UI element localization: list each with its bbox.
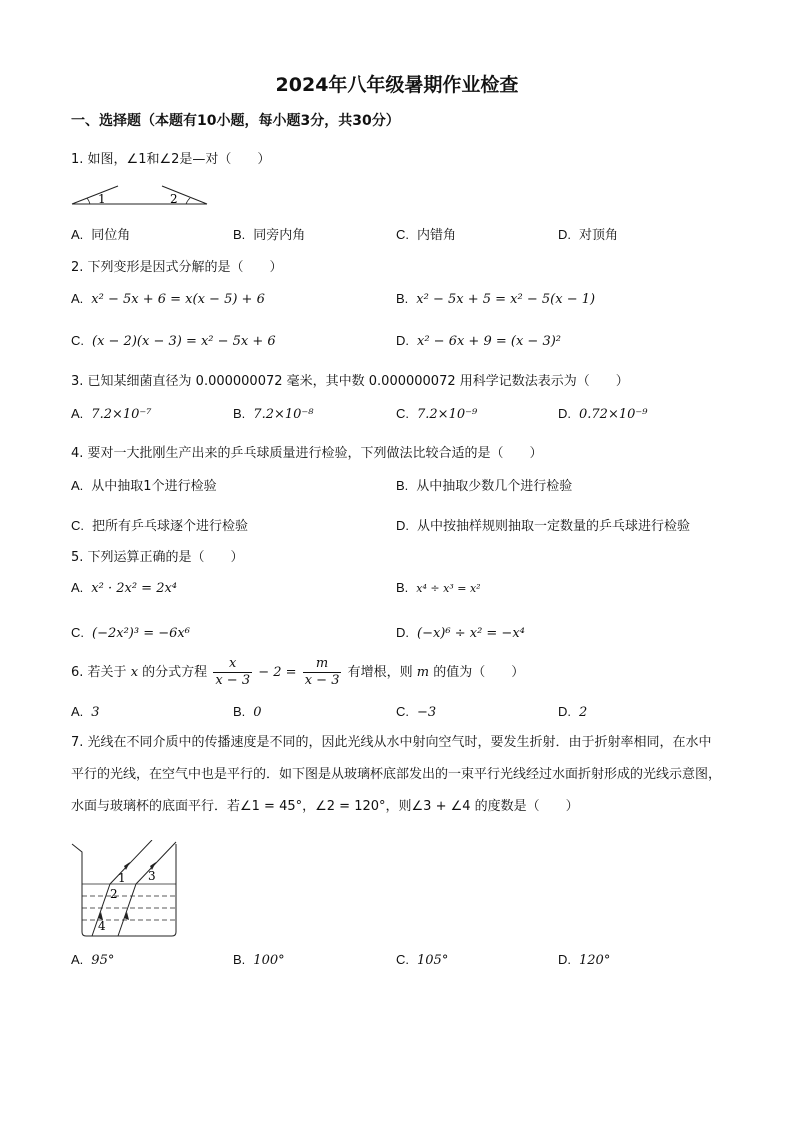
option-text: 120° [579, 953, 611, 968]
option-label: D. [558, 704, 571, 719]
question-2-option-b[interactable] [396, 291, 595, 307]
stem-part: 的值为（ ） [433, 665, 525, 680]
option-label: D. [396, 625, 409, 640]
question-4-option-c[interactable] [71, 515, 248, 534]
option-text: 内错角 [417, 228, 457, 243]
question-1-figure [70, 184, 210, 208]
fraction-numerator: m [303, 656, 342, 673]
question-1-option-a[interactable] [71, 224, 130, 243]
angle-2-label: 2 [170, 192, 178, 206]
option-text: 把所有乒乓球逐个进行检验 [92, 519, 249, 534]
question-6-option-b[interactable] [233, 704, 262, 720]
option-label: C. [396, 227, 409, 242]
question-7-option-a[interactable] [71, 952, 114, 968]
variable-x: x [130, 665, 139, 680]
question-4-option-a[interactable] [71, 475, 217, 494]
option-text: 对顶角 [579, 228, 619, 243]
option-text: (−x)⁶ ÷ x² = −x⁴ [417, 626, 525, 641]
option-text: 同旁内角 [253, 228, 306, 243]
option-text: 95° [91, 953, 115, 968]
fraction-denominator: x − 3 [215, 673, 251, 688]
option-label: B. [396, 291, 409, 306]
option-label: B. [233, 227, 246, 242]
option-text: 7.2×10⁻⁸ [253, 407, 314, 422]
question-7-option-c[interactable] [396, 952, 448, 968]
question-1-option-b[interactable] [233, 224, 305, 243]
question-1-stem: 1. 如图，∠1和∠2是—对（ ） [71, 152, 271, 167]
question-1-option-c[interactable] [396, 224, 456, 243]
option-label: A. [71, 580, 84, 595]
option-text: 从中抽取少数几个进行检验 [416, 479, 573, 494]
section-heading: 一、选择题（本题有10小题，每小题3分，共30分） [71, 113, 400, 129]
option-text: (−2x²)³ = −6x⁶ [92, 626, 190, 641]
question-2-stem: 2. 下列变形是因式分解的是（ ） [71, 260, 283, 275]
question-6-option-a[interactable] [71, 704, 100, 720]
question-3-option-c[interactable] [396, 406, 477, 422]
question-3-stem: 3. 已知某细菌直径为 0.000000072 毫米，其中数 0.000000072 用科学记数法表示为（ ） [71, 374, 629, 389]
option-text: 从中抽取1个进行检验 [91, 479, 217, 494]
angle-4-label: 4 [98, 919, 106, 933]
fraction-numerator: x [213, 656, 252, 673]
question-5-stem: 5. 下列运算正确的是（ ） [71, 550, 244, 565]
variable-m: m [416, 665, 430, 680]
fraction-denominator: x − 3 [304, 673, 340, 688]
angle-2-label: 2 [110, 887, 118, 901]
question-2-option-c[interactable] [71, 333, 276, 349]
option-label: D. [396, 333, 409, 348]
question-4-option-b[interactable] [396, 475, 572, 494]
question-1-option-d[interactable] [558, 224, 618, 243]
question-5-option-d[interactable] [396, 625, 525, 641]
option-text: 0 [253, 705, 262, 720]
option-text: x⁴ ÷ x³ = x² [416, 582, 481, 595]
option-label: B. [233, 704, 246, 719]
question-3-option-b[interactable] [233, 406, 313, 422]
option-label: D. [558, 227, 571, 242]
question-6-option-d[interactable] [558, 704, 587, 720]
option-label: B. [233, 952, 246, 967]
option-text: x² − 6x + 9 = (x − 3)² [417, 334, 562, 349]
option-text: 2 [579, 705, 588, 720]
question-2-option-a[interactable] [71, 291, 265, 307]
option-label: C. [396, 704, 409, 719]
angle-1-label: 1 [98, 192, 106, 206]
angle-3-label: 3 [148, 869, 156, 883]
question-4-option-d[interactable] [396, 515, 690, 534]
angle-1-label: 1 [118, 871, 126, 885]
stem-part: 有增根，则 [347, 665, 413, 680]
option-label: A. [71, 291, 84, 306]
question-6-option-c[interactable] [396, 704, 436, 720]
option-label: C. [71, 518, 84, 533]
option-text: (x − 2)(x − 3) = x² − 5x + 6 [92, 334, 276, 349]
option-text: −3 [417, 705, 437, 720]
option-label: C. [71, 625, 84, 640]
option-label: D. [396, 518, 409, 533]
option-label: A. [71, 704, 84, 719]
stem-part: 的分式方程 [142, 665, 208, 680]
option-text: 100° [253, 953, 285, 968]
question-7-option-b[interactable] [233, 952, 285, 968]
option-label: A. [71, 406, 84, 421]
question-5-option-c[interactable] [71, 625, 190, 641]
option-label: C. [396, 952, 409, 967]
option-label: B. [396, 478, 409, 493]
question-3-option-d[interactable] [558, 406, 647, 422]
option-text: x² − 5x + 6 = x(x − 5) + 6 [91, 292, 265, 307]
question-7-option-d[interactable] [558, 952, 610, 968]
option-label: A. [71, 478, 84, 493]
option-label: B. [233, 406, 246, 421]
question-5-option-a[interactable] [71, 580, 177, 596]
page-title: 2024年八年级暑期作业检查 [275, 74, 519, 96]
fraction-left [213, 656, 252, 689]
option-text: x² · 2x² = 2x⁴ [91, 581, 178, 596]
stem-part: 6. 若关于 [71, 665, 127, 680]
option-label: D. [558, 406, 571, 421]
question-7-figure [68, 840, 188, 940]
option-label: B. [396, 580, 409, 595]
question-5-option-b[interactable] [396, 580, 481, 596]
question-2-option-d[interactable] [396, 333, 561, 349]
option-label: C. [71, 333, 84, 348]
equation-middle: − 2 = [258, 665, 297, 680]
option-text: 105° [417, 953, 449, 968]
question-4-stem: 4. 要对一大批刚生产出来的乒乓球质量进行检验，下列做法比较合适的是（ ） [71, 446, 543, 461]
question-7-stem: 7. 光线在不同介质中的传播速度是不同的，因此光线从水中射向空气时，要发生折射．由于折射率相同，在水中平行的光线，在空气中也是平行的．如下图是从玻璃杯底部发出的一束平行光线经过水面折射形成的光线示意图，水面与玻璃杯的底面平行．若∠1 = 45°，∠2 = 120°，则∠3 + ∠4 的度数是（ ） [71, 735, 722, 814]
fraction-right [303, 656, 342, 689]
option-label: A. [71, 952, 84, 967]
option-text: 同位角 [91, 228, 131, 243]
option-label: D. [558, 952, 571, 967]
option-label: A. [71, 227, 84, 242]
option-text: 3 [91, 705, 100, 720]
question-6-stem [71, 656, 524, 689]
option-text: 0.72×10⁻⁹ [579, 407, 648, 422]
option-text: 7.2×10⁻⁹ [417, 407, 478, 422]
option-text: x² − 5x + 5 = x² − 5(x − 1) [416, 292, 596, 307]
question-3-option-a[interactable] [71, 406, 151, 422]
option-label: C. [396, 406, 409, 421]
option-text: 从中按抽样规则抽取一定数量的乒乓球进行检验 [417, 519, 691, 534]
option-text: 7.2×10⁻⁷ [91, 407, 152, 422]
